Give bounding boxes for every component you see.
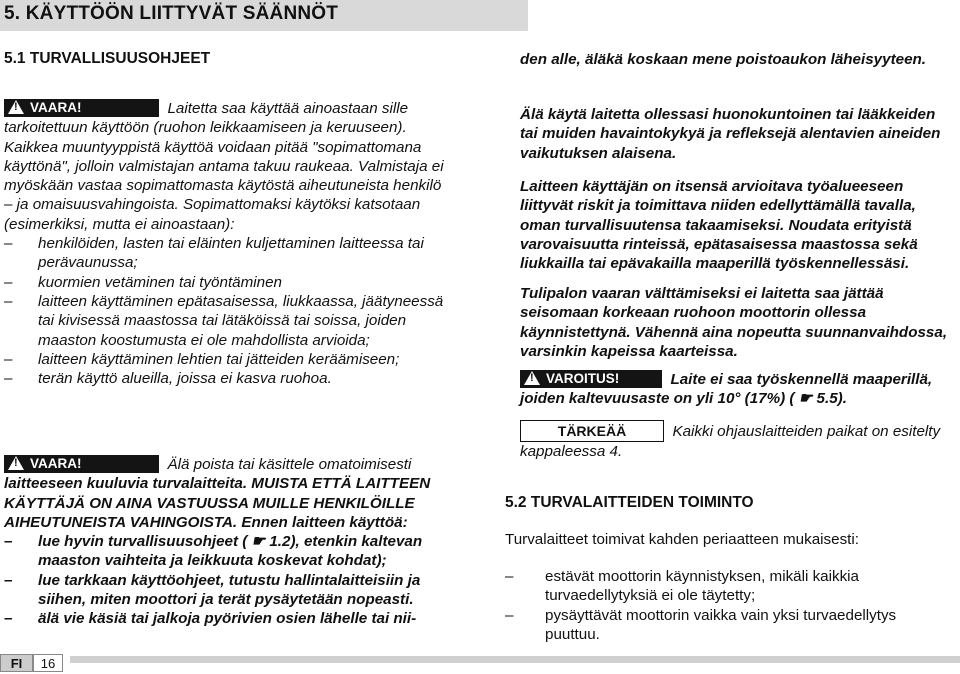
warning-icon: [524, 371, 540, 385]
warning-badge: !VAARA!: [4, 99, 159, 117]
warning-paragraph-2: !VAARA! Älä poista tai käsittele omatoimisesti laitteeseen kuuluvia turvalaitteita. MUISTA ETTÄ LAITTEEN KÄYTTÄJÄ ON AINA VASTUUSSA MUILLE HENKILÖILLE AIHEUTUNEISTA VAHINGOISTA. Ennen laitteen käyttöä:: [4, 455, 450, 532]
list-item: – laitteen käyttäminen epätasaisessa, liukkaassa, jäätyneessä tai kivisessä maastossa tai lätäköissä tai soissa, joiden maaston koostumusta ei ole mahdollista arvioida;: [4, 292, 444, 349]
section-title-5-1: 5.1 TURVALLISUUSOHJEET: [4, 50, 211, 67]
right-paragraph-3: Tulipalon vaaran välttämiseksi ei laitetta saa jättää seisomaan korkeaan ruohoon moottorin ollessa käynnistettynä. Vähennä aina nopeutta suunnanvaihdossa, varsinkin kapeissa kaarteissa.: [520, 285, 948, 360]
right-paragraph-1: Älä käytä laitetta ollessasi huonokuntoinen tai lääkkeiden tai muiden havaintokykyä ja refleksejä alentavien aineiden vaikutuksen alaisena.: [520, 106, 941, 162]
warning-icon: [8, 100, 24, 114]
note-paragraph: TÄRKEÄÄ Kaikki ohjauslaitteiden paikat on esitelty kappaleessa 4.: [520, 420, 952, 461]
footer-bar: [70, 656, 960, 663]
right-paragraph-2: Laitteen käyttäjän on itsensä arvioitava työalueeseen liittyvät riskit ja toimittava niiden edellyttämällä tavalla, oman turvallisuutensa takaamiseksi. Noudata erityistä varovaisuutta rinteissä, epätasaisessa maastossa sekä liukkailla tai epävakailla maaperillä työskennellessäsi.: [520, 178, 918, 273]
language-label: FI: [0, 654, 33, 672]
section-title-5-2: 5.2 TURVALAITTEIDEN TOIMINTO: [505, 494, 754, 511]
right-continuation: den alle, äläkä koskaan mene poistoaukon läheisyyteen.: [520, 51, 927, 68]
list-item: – älä vie käsiä tai jalkoja pyörivien osien lähelle tai nii-: [4, 610, 417, 628]
note-badge: TÄRKEÄÄ: [520, 420, 664, 442]
list-item: – terän käyttö alueilla, joissa ei kasva ruohoa.: [4, 370, 332, 388]
list-item: – kuormien vetäminen tai työntäminen: [4, 273, 282, 291]
warning-paragraph-1: !VAARA! Laitetta saa käyttää ainoastaan sille tarkoitettuun käyttöön (ruohon leikkaamiseen ja keruuseen). Kaikkea muuntyyppistä käyttöä voidaan pitää "sopimattomana käyttönä", jolloin valmistajan antama takuu raukeaa. Valmistaja ei myöskään vastaa sopimattomasta käytöstä aiheutuneista henkilö – ja omaisuusvahingoista. Sopimattomaksi käytöksi katsotaan (esimerkiksi, mutta ei ainoastaan):: [4, 99, 450, 234]
list-item: – henkilöiden, lasten tai eläinten kuljettaminen laitteessa tai perävaunussa;: [4, 235, 424, 272]
chapter-title: 5. KÄYTTÖÖN LIITTYVÄT SÄÄNNÖT: [4, 3, 339, 24]
list-item: – pysäyttävät moottorin vaikka vain yksi turvaedellytys puuttuu.: [505, 606, 897, 643]
warning-icon: [8, 456, 24, 470]
caution-paragraph: !VAROITUS! Laite ei saa työskennellä maaperillä, joiden kaltevuusaste on yli 10° (17%) ( ☛ 5.5).: [520, 370, 952, 409]
left-column: [4, 99, 450, 388]
page-number: 16: [33, 654, 63, 672]
list-item: – lue tarkkaan käyttöohjeet, tutustu hallintalaitteisiin ja siihen, miten moottori ja terät pysäytetään nopeasti.: [4, 571, 421, 609]
warning-badge: !VAARA!: [4, 455, 159, 473]
list-item: – laitteen käyttäminen lehtien tai jätteiden keräämiseen;: [4, 350, 400, 368]
right-paragraph-4: Turvalaitteet toimivat kahden periaatteen mukaisesti:: [505, 531, 859, 548]
list-item: – estävät moottorin käynnistyksen, mikäli kaikkia turvaedellytyksiä ei ole täytetty;: [505, 568, 859, 605]
right-list: [505, 567, 945, 644]
caution-badge: !VAROITUS!: [520, 370, 662, 388]
left-column-lower: [4, 455, 450, 629]
list-item: – lue hyvin turvallisuusohjeet ( ☛ 1.2), etenkin kaltevan maaston vaihteita ja leikkuuta koskevat kohdat);: [4, 533, 423, 570]
